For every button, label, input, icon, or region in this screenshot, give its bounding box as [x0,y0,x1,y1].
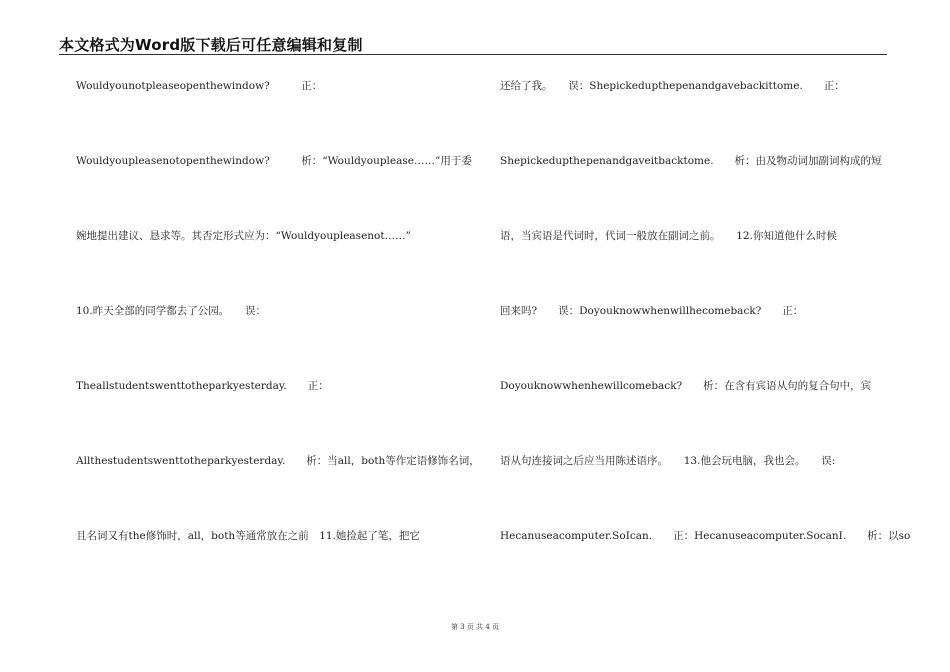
text-line: 语，当宾语是代词时，代词一般放在副词之前。 12.你知道他什么时候 [500,230,837,242]
text-line: 还给了我。 误：Shepickedupthepenandgavebackittome. 正： [500,80,845,92]
text-line: 10.昨天全部的同学都去了公园。 误： [76,305,266,317]
text-line: 回来吗? 误：Doyouknowwhenwillhecomeback? 正： [500,305,804,317]
text-line: Wouldyounotpleaseopenthewindow? 正： [76,80,323,92]
text-line: 且名词又有the修饰时，all，both等通常放在之前 11.她捡起了笔，把它 [76,530,420,542]
header-divider [59,54,887,55]
page-number-footer: 第 3 页 共 4 页 [450,623,500,631]
page-header-title: 本文格式为Word版下载后可任意编辑和复制 [59,36,363,54]
text-line: Wouldyoupleasenotopenthewindow? 析：“Wouldyouplease……”用于委 [76,155,472,167]
text-line: Allthestudentswenttotheparkyesterday. 析：当all，both等作定语修饰名词， [76,455,480,467]
text-line: Theallstudentswenttotheparkyesterday. 正： [76,380,329,392]
text-line: 语从句连接词之后应当用陈述语序。 13.他会玩电脑，我也会。 误: [500,455,836,467]
text-line: Shepickedupthepenandgaveitbacktome. 析：由及物动词加副词构成的短 [500,155,882,167]
text-line: 婉地提出建议、恳求等。其否定形式应为：“Wouldyoupleasenot……” [76,230,411,242]
text-line: Hecanuseacomputer.SoIcan. 正：Hecanuseacomputer.SocanI. 析：以so [500,530,911,542]
text-line: Doyouknowwhenhewillcomeback? 析：在含有宾语从句的复合句中，宾 [500,380,872,392]
